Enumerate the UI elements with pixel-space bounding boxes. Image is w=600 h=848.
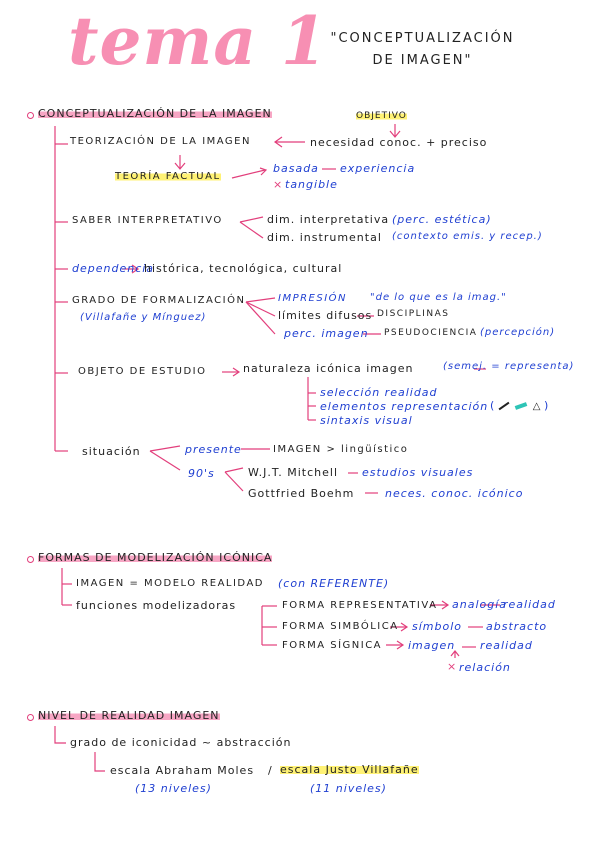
realidad-label-2: realidad [480,639,533,652]
section-heading-nivel: NIVEL DE REALIDAD IMAGEN [38,709,220,722]
forma-representativa-label: FORMA REPRESENTATIVA [282,600,438,611]
pencil-icon [498,402,509,411]
sintaxis-label: sintaxis visual [320,414,413,427]
section-bullet [27,112,34,119]
page-subtitle [330,28,515,72]
presente-label: presente [185,443,242,456]
cross-mark: × [273,178,284,191]
saber-interpretativo-label: SABER INTERPRETATIVO [72,215,223,226]
semejanza-label: (semej. = representa) [443,361,575,372]
grado-formalizacion-label: GRADO DE FORMALIZACIÓN [72,295,246,306]
seleccion-label: selección realidad [320,386,438,399]
cita-label: "de lo que es la imag." [370,292,507,303]
escala-moles-label: escala Abraham Moles [110,764,255,777]
situacion-label: situación [82,445,141,458]
realidad-label-1: realidad [503,598,556,611]
section-bullet [27,714,34,721]
objetivo-label: OBJETIVO [356,111,407,121]
objeto-estudio-label: OBJETO DE ESTUDIO [78,366,207,377]
basada-label: basada [273,162,319,175]
abstracto-label: abstracto [486,620,548,633]
disciplinas-label: DISCIPLINAS [377,309,450,319]
dim-interpretativa-label: dim. interpretativa [267,213,390,226]
section-heading-formas: FORMAS DE MODELIZACIÓN ICÓNICA [38,551,273,564]
analogia-label: analogía [452,598,508,611]
tangible-label: tangible [285,178,338,191]
paren-open: ( [490,399,495,412]
necesidad-label: necesidad conoc. + preciso [310,136,488,149]
subtitle-line-1: "CONCEPTUALIZACIÓN [330,31,515,46]
perc-estetica-label: (perc. estética) [392,213,492,226]
autores-label: (Villafañe y Mínguez) [80,312,207,323]
naturaleza-label: naturaleza icónica imagen [243,362,414,375]
noventas-label: 90's [188,467,215,480]
subtitle-line-2: DE IMAGEN" [372,53,473,68]
teorizacion-label: TEORIZACIÓN DE LA IMAGEN [70,136,251,147]
slash-separator: / [268,764,273,777]
escala-villafane-label: escala Justo Villafañe [280,763,419,776]
brush-icon [515,402,528,410]
dim-instrumental-label: dim. instrumental [267,231,382,244]
funciones-label: funciones modelizadoras [76,599,237,612]
niveles-11-label: (11 niveles) [310,782,387,795]
con-referente-label: (con REFERENTE) [278,577,390,590]
page-title: tema 1 [68,2,328,80]
forma-signica-label: FORMA SÍGNICA [282,640,383,651]
limites-label: límites difusos [278,309,373,322]
cross-mark: × [447,660,458,673]
niveles-13-label: (13 niveles) [135,782,212,795]
imagen-label: imagen [408,639,456,652]
simbolo-label: símbolo [412,620,463,633]
contexto-label: (contexto emis. y recep.) [392,231,543,242]
mitchell-label: W.J.T. Mitchell [248,466,339,479]
grado-iconicidad-label: grado de iconicidad ~ abstracción [70,736,292,749]
experiencia-label: experiencia [340,162,416,175]
triangle-icon: △ [532,401,541,412]
section-bullet [27,556,34,563]
pseudociencia-label: PSEUDOCIENCIA [384,328,478,338]
teoria-factual-label: TEORÍA FACTUAL [115,171,221,182]
forma-simbolica-label: FORMA SIMBÓLICA [282,621,399,632]
relacion-label: relación [459,661,511,674]
boehm-label: Gottfried Boehm [248,487,355,500]
neces-conoc-label: neces. conoc. icónico [385,487,524,500]
elementos-icons [490,399,548,412]
estudios-visuales-label: estudios visuales [362,466,474,479]
impresion-label: IMPRESIÓN [278,293,348,304]
perc-imagen-label: perc. imagen [284,327,369,340]
section-heading-conceptualizacion: CONCEPTUALIZACIÓN DE LA IMAGEN [38,107,272,120]
elementos-label: elementos representación [320,400,489,413]
imagen-linguistico-label: IMAGEN > lingüístico [273,444,409,455]
paren-close: ) [544,399,549,412]
dependencia-label: dependencia [72,262,155,275]
percepcion-label: (percepción) [480,327,556,338]
historica-label: histórica, tecnológica, cultural [144,262,343,275]
imagen-modelo-label: IMAGEN = MODELO REALIDAD [76,578,265,589]
